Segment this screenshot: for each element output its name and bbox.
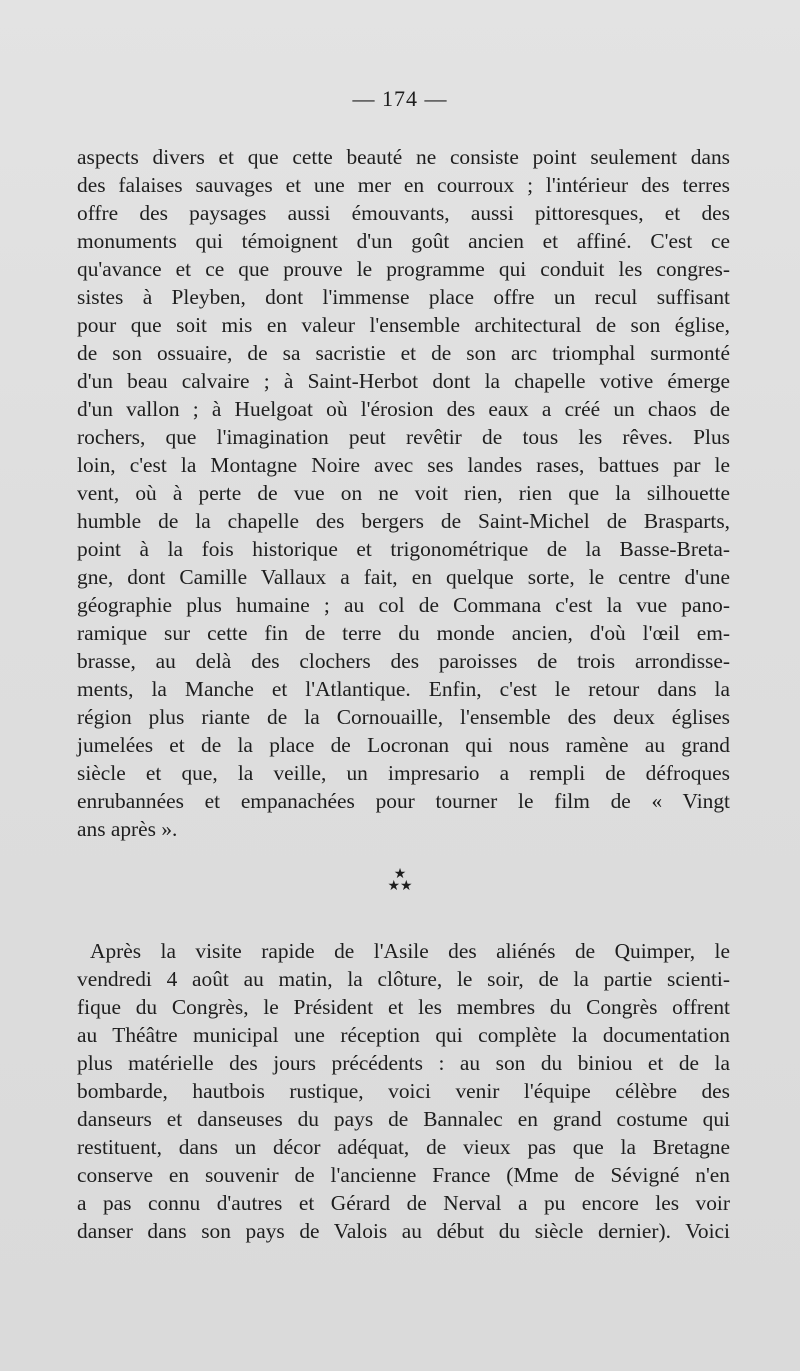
text-line: vent, où à perte de vue on ne voit rien, rien que la silhouette <box>77 481 730 505</box>
page-number: — 174 — <box>352 86 448 111</box>
text-line: enrubannées et empanachées pour tourner le film de « Vingt <box>77 789 730 813</box>
text-line: aspects divers et que cette beauté ne consiste point seulement dans <box>77 145 730 169</box>
text-line: qu'avance et ce que prouve le programme qui conduit les congres- <box>77 257 730 281</box>
text-line: bombarde, hautbois rustique, voici venir l'équipe célèbre des <box>77 1079 730 1103</box>
text-line: restituent, dans un décor adéquat, de vieux pas que la Bretagne <box>77 1135 730 1159</box>
text-line: monuments qui témoignent d'un goût ancien et affiné. C'est ce <box>77 229 730 253</box>
text-line: d'un beau calvaire ; à Saint-Herbot dont la chapelle votive émerge <box>77 369 730 393</box>
text-line: point à la fois historique et trigonométrique de la Basse-Breta- <box>77 537 730 561</box>
text-line: a pas connu d'autres et Gérard de Nerval a pu encore les voir <box>77 1191 730 1215</box>
text-line: conserve en souvenir de l'ancienne France (Mme de Sévigné n'en <box>77 1163 730 1187</box>
text-line: jumelées et de la place de Locronan qui nous ramène au grand <box>77 733 730 757</box>
text-line: au Théâtre municipal une réception qui complète la documentation <box>77 1023 730 1047</box>
paragraph-1 <box>77 143 730 843</box>
text-line: rochers, que l'imagination peut revêtir de tous les rêves. Plus <box>77 425 730 449</box>
text-line: géographie plus humaine ; au col de Commana c'est la vue pano- <box>77 593 730 617</box>
double-star-icon: ★★ <box>387 879 413 894</box>
text-line: des falaises sauvages et une mer en courroux ; l'intérieur des terres <box>77 173 730 197</box>
paragraph-2 <box>77 937 730 1245</box>
text-line: gne, dont Camille Vallaux a fait, en quelque sorte, le centre d'une <box>77 565 730 589</box>
star-icon: ★ <box>393 867 407 882</box>
text-line: d'un vallon ; à Huelgoat où l'érosion des eaux a créé un chaos de <box>77 397 730 421</box>
text-line: pour que soit mis en valeur l'ensemble architectural de son église, <box>77 313 730 337</box>
text-line: danseurs et danseuses du pays de Bannalec en grand costume qui <box>77 1107 730 1131</box>
text-line: siècle et que, la veille, un impresario a rempli de défroques <box>77 761 730 785</box>
text-line: sistes à Pleyben, dont l'immense place offre un recul suffisant <box>77 285 730 309</box>
text-line: fique du Congrès, le Président et les membres du Congrès offrent <box>77 995 730 1019</box>
text-line: ramique sur cette fin de terre du monde ancien, d'où l'œil em- <box>77 621 730 645</box>
text-line: brasse, au delà des clochers des paroisses de trois arrondisse- <box>77 649 730 673</box>
text-line: loin, c'est la Montagne Noire avec ses landes rases, battues par le <box>77 453 730 477</box>
text-line: humble de la chapelle des bergers de Saint-Michel de Brasparts, <box>77 509 730 533</box>
text-line: Après la visite rapide de l'Asile des aliénés de Quimper, le <box>90 939 730 963</box>
text-line: danser dans son pays de Valois au début du siècle dernier). Voici <box>77 1219 730 1243</box>
text-line: région plus riante de la Cornouaille, l'ensemble des deux églises <box>77 705 730 729</box>
text-line: plus matérielle des jours précédents : au son du biniou et de la <box>77 1051 730 1075</box>
text-line: ments, la Manche et l'Atlantique. Enfin, c'est le retour dans la <box>77 677 730 701</box>
text-line: ans après ». <box>77 817 178 841</box>
text-line: offre des paysages aussi émouvants, aussi pittoresques, et des <box>77 201 730 225</box>
text-line: vendredi 4 août au matin, la clôture, le soir, de la partie scienti- <box>77 967 730 991</box>
text-line: de son ossuaire, de sa sacristie et de son arc triomphal surmonté <box>77 341 730 365</box>
section-separator <box>0 868 800 892</box>
